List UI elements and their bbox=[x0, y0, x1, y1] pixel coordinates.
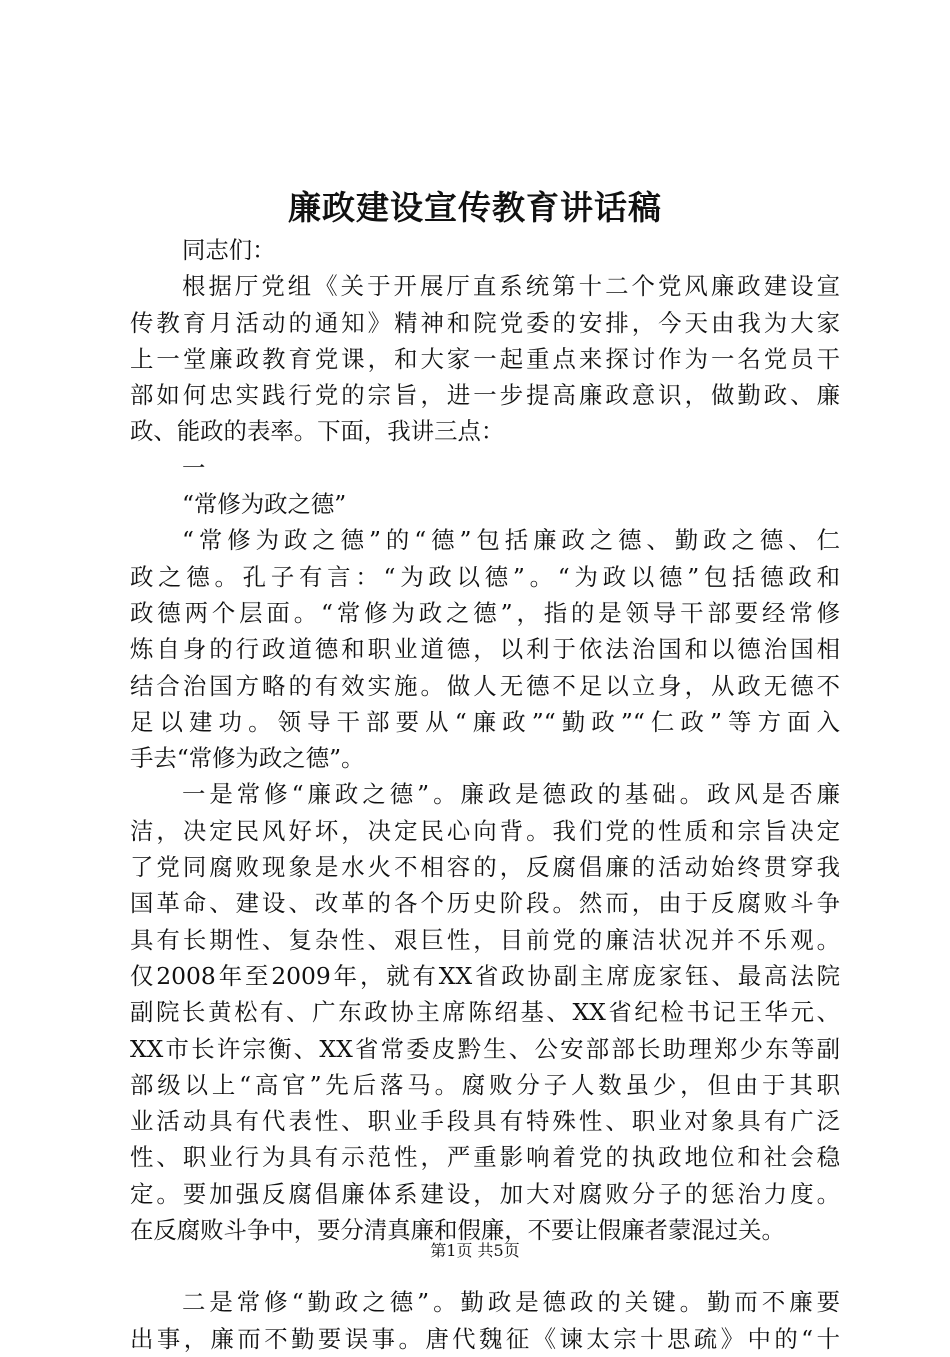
text-line: 洁，决定民风好坏，决定民心向背。我们党的性质和宗旨决定 bbox=[130, 816, 840, 845]
text-line: 足以建功。领导干部要从“廉政”“勤政”“仁政”等方面入 bbox=[130, 707, 840, 736]
document-title: 廉政建设宣传教育讲话稿 bbox=[288, 188, 662, 227]
text-line: 仅2008年至2009年，就有XX省政协副主席庞家钰、最高法院 bbox=[130, 961, 840, 990]
text-line: 部级以上“高官”先后落马。腐败分子人数虽少，但由于其职 bbox=[130, 1070, 840, 1099]
text-line: 根据厅党组《关于开展厅直系统第十二个党风廉政建设宣 bbox=[182, 272, 840, 301]
text-line: 二是常修“勤政之德”。勤政是德政的关键。勤而不廉要 bbox=[182, 1288, 840, 1317]
text-line: 上一堂廉政教育党课，和大家一起重点来探讨作为一名党员干 bbox=[130, 344, 840, 373]
text-line: 炼自身的行政道德和职业道德，以利于依法治国和以德治国相 bbox=[130, 635, 840, 664]
text-line: 副院长黄松有、广东政协主席陈绍基、XX省纪检书记王华元、 bbox=[130, 998, 840, 1027]
text-line: 国革命、建设、改革的各个历史阶段。然而，由于反腐败斗争 bbox=[130, 889, 840, 918]
text-line: 定。要加强反腐倡廉体系建设，加大对腐败分子的惩治力度。 bbox=[130, 1179, 840, 1208]
text-line: “常修为政之德”的“德”包括廉政之德、勤政之德、仁 bbox=[182, 526, 840, 555]
text-line: 性、职业行为具有示范性，严重影响着党的执政地位和社会稳 bbox=[130, 1143, 840, 1172]
text-line: 了党同腐败现象是水火不相容的，反腐倡廉的活动始终贯穿我 bbox=[130, 853, 840, 882]
text-line: 政、能政的表率。下面，我讲三点： bbox=[130, 417, 505, 446]
text-line: 部如何忠实践行党的宗旨，进一步提高廉政意识，做勤政、廉 bbox=[130, 381, 840, 410]
text-line: 同志们： bbox=[182, 236, 276, 264]
text-line: 一是常修“廉政之德”。廉政是德政的基础。政风是否廉 bbox=[182, 780, 840, 809]
text-line: “常修为政之德” bbox=[182, 490, 347, 519]
text-line: 结合治国方略的有效实施。做人无德不足以立身，从政无德不 bbox=[130, 671, 840, 700]
document-body bbox=[130, 232, 840, 1357]
text-line: 业活动具有代表性、职业手段具有特殊性、职业对象具有广泛 bbox=[130, 1107, 840, 1136]
text-line: 手去“常修为政之德”。 bbox=[130, 744, 365, 773]
text-line: 出事，廉而不勤要误事。唐代魏征《谏太宗十思疏》中的“十 bbox=[130, 1324, 840, 1353]
text-line: 传教育月活动的通知》精神和院党委的安排，今天由我为大家 bbox=[130, 308, 840, 337]
text-line: 一 bbox=[182, 453, 206, 482]
text-line: 政之德。孔子有言：“为政以德”。“为政以德”包括德政和 bbox=[130, 562, 840, 591]
text-line: 政德两个层面。“常修为政之德”，指的是领导干部要经常修 bbox=[130, 598, 840, 627]
text-line: XX市长许宗衡、XX省常委皮黔生、公安部部长助理郑少东等副 bbox=[130, 1034, 840, 1063]
text-line: 具有长期性、复杂性、艰巨性，目前党的廉洁状况并不乐观。 bbox=[130, 925, 840, 954]
page-footer: 第1页 共5页 bbox=[430, 1241, 520, 1260]
text-line: 在反腐败斗争中，要分清真廉和假廉，不要让假廉者蒙混过关。 bbox=[130, 1216, 785, 1245]
